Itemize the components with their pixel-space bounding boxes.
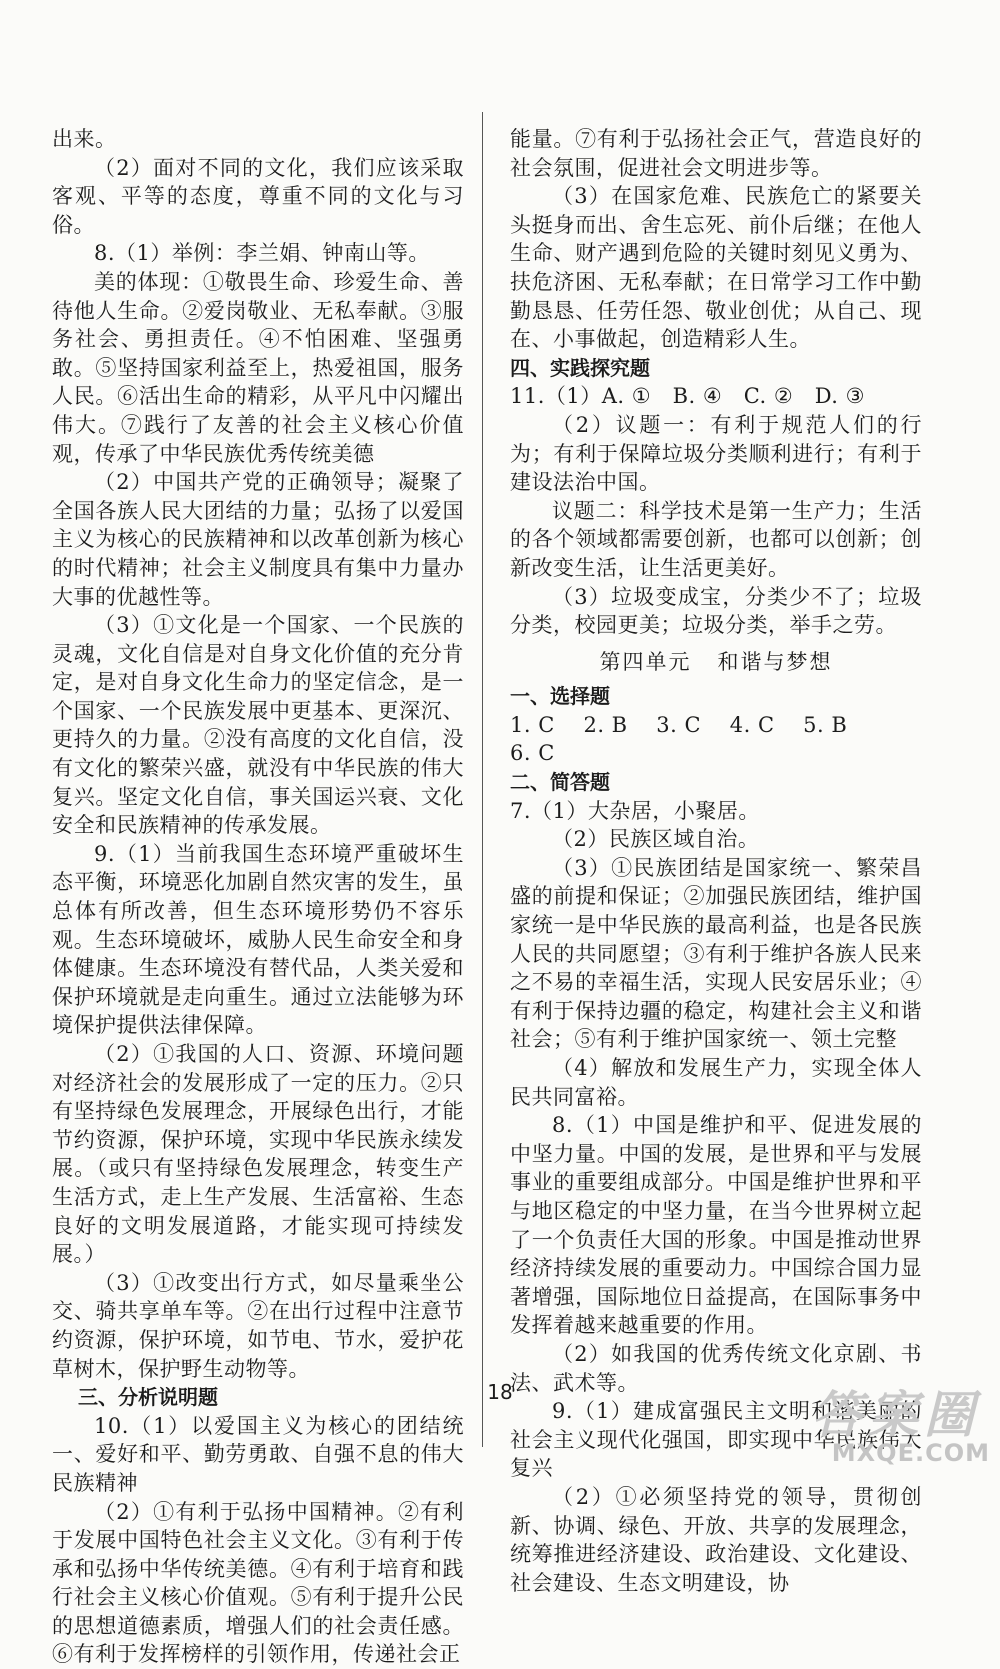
answer-text: （2）中国共产党的正确领导；凝聚了全国各族人民大团结的力量；弘扬了以爱国主义为核心的民族精神和以改革创新为核心的时代精神；社会主义制度具有集中力量办大事的优越性等。 bbox=[52, 468, 464, 611]
answer-text: 9.（1）当前我国生态环境严重破坏生态平衡，环境恶化加剧自然灾害的发生，虽总体有所改善，但生态环境形势仍不容乐观。生态环境破坏，威胁人民生命安全和身体健康。生态环境没有替代品，人类关爱和保护环境就是走向重生。通过立法能够为环境保护提供法律保障。 bbox=[52, 840, 464, 1040]
answer-text: （3）垃圾变成宝，分类少不了；垃圾分类，校园更美；垃圾分类，举手之劳。 bbox=[510, 583, 922, 640]
answer-text: （2）如我国的优秀传统文化京剧、书法、武术等。 bbox=[510, 1340, 922, 1397]
answer-text: 8.（1）举例：李兰娟、钟南山等。 bbox=[52, 239, 464, 268]
answer-text: （3）①民族团结是国家统一、繁荣昌盛的前提和保证；②加强民族团结，维护国家统一是中华民族的最高利益，也是各民族人民的共同愿望；③有利于维护各族人民来之不易的幸福生活，实现人民安居乐业；④有利于保持边疆的稳定，构建社会主义和谐社会；⑤有利于维护国家统一、领土完整 bbox=[510, 854, 922, 1054]
answer-text: （2）①有利于弘扬中国精神。②有利于发展中国特色社会主义文化。③有利于传承和弘扬中华传统美德。④有利于培育和践行社会主义核心价值观。⑤有利于提升公民的思想道德素质，增强人们的社会责任感。⑥有利于发挥榜样的引领作用，传递社会正 bbox=[52, 1498, 464, 1669]
column-divider bbox=[482, 112, 483, 1447]
answer-text: （2）①我国的人口、资源、环境问题对经济社会的发展形成了一定的压力。②只有坚持绿色发展理念，开展绿色出行，才能节约资源，保护环境，实现中华民族永续发展。（或只有坚持绿色发展理念，转变生产生活方式，走上生产发展、生活富裕、生态良好的文明发展道路，才能实现可持续发展。） bbox=[52, 1040, 464, 1269]
unit-name: 和谐与梦想 bbox=[718, 648, 833, 677]
answer-text: （3）①文化是一个国家、一个民族的灵魂，文化自信是对自身文化价值的充分肯定，是对自身文化生命力的坚定信念，是一个国家、一个民族发展中更基本、更深沉、更持久的力量。②没有高度的文化自信，没有文化的繁荣兴盛，就没有中华民族的伟大复兴。坚定文化自信，事关国运兴衰、文化安全和民族精神的传承发展。 bbox=[52, 611, 464, 840]
answer-text: （2）面对不同的文化，我们应该采取客观、平等的态度，尊重不同的文化与习俗。 bbox=[52, 154, 464, 240]
answer-text: （3）在国家危难、民族危亡的紧要关头挺身而出、舍生忘死、前仆后继；在他人生命、财产遇到危险的关键时刻见义勇为、扶危济困、无私奉献；在日常学习工作中勤勤恳恳、任劳任怨、敬业创优；从自己、现在、小事做起，创造精彩人生。 bbox=[510, 182, 922, 354]
answer-text: 9.（1）建成富强民主文明和谐美丽的社会主义现代化强国，即实现中华民族伟大复兴 bbox=[510, 1397, 922, 1483]
page-number: 18 bbox=[0, 1380, 1000, 1404]
answer-text: （2）议题一：有利于规范人们的行为；有利于保障垃圾分类顺利进行；有利于建设法治中国。 bbox=[510, 411, 922, 497]
unit-number: 第四单元 bbox=[600, 648, 692, 677]
answer-text: （2）①必须坚持党的领导，贯彻创新、协调、绿色、开放、共享的发展理念，统筹推进经济建设、政治建设、文化建设、社会建设、生态文明建设，协 bbox=[510, 1483, 922, 1597]
section-heading: 二、简答题 bbox=[510, 768, 922, 797]
watermark-url: MXQE.COM bbox=[832, 1439, 990, 1467]
answer-text: 1. C 2. B 3. C 4. C 5. B bbox=[510, 711, 922, 740]
answer-text: 11.（1）A. ① B. ④ C. ② D. ③ bbox=[510, 382, 922, 411]
answer-text: 美的体现：①敬畏生命、珍爱生命、善待他人生命。②爱岗敬业、无私奉献。③服务社会、勇担责任。④不怕困难、坚强勇敢。⑤坚持国家利益至上，热爱祖国，服务人民。⑥活出生命的精彩，从平凡中闪耀出伟大。⑦践行了友善的社会主义核心价值观，传承了中华民族优秀传统美德 bbox=[52, 268, 464, 468]
answer-text: （4）解放和发展生产力，实现全体人民共同富裕。 bbox=[510, 1054, 922, 1111]
answer-text: （3）①改变出行方式，如尽量乘坐公交、骑共享单车等。②在出行过程中注意节约资源，保护环境，如节电、节水，爱护花草树木，保护野生动物等。 bbox=[52, 1269, 464, 1383]
section-heading: 一、选择题 bbox=[510, 682, 922, 711]
left-column bbox=[52, 125, 464, 1669]
answer-text: 出来。 bbox=[52, 125, 464, 154]
watermark-text: 答案圈 bbox=[812, 1375, 980, 1447]
answer-text: 8.（1）中国是维护和平、促进发展的中坚力量。中国的发展，是世界和平与发展事业的重要组成部分。中国是维护世界和平与地区稳定的中坚力量，在当今世界树立起了一个负责任大国的形象。中国是推动世界经济持续发展的重要动力。中国综合国力显著增强，国际地位日益提高，在国际事务中发挥着越来越重要的作用。 bbox=[510, 1111, 922, 1340]
answer-text: 6. C bbox=[510, 739, 922, 768]
section-heading: 四、实践探究题 bbox=[510, 354, 922, 383]
answer-text: 议题二：科学技术是第一生产力；生活的各个领域都需要创新，也都可以创新；创新改变生活，让生活更美好。 bbox=[510, 497, 922, 583]
watermark-logo bbox=[790, 1375, 990, 1467]
section-heading: 三、分析说明题 bbox=[52, 1383, 464, 1412]
answer-text: 10.（1）以爱国主义为核心的团结统一、爱好和平、勤劳勇敢、自强不息的伟大民族精神 bbox=[52, 1412, 464, 1498]
answer-text: 7.（1）大杂居，小聚居。 bbox=[510, 797, 922, 826]
answer-text: 能量。⑦有利于弘扬社会正气，营造良好的社会氛围，促进社会文明进步等。 bbox=[510, 125, 922, 182]
answer-text: （2）民族区域自治。 bbox=[510, 825, 922, 854]
unit-title bbox=[510, 648, 922, 677]
